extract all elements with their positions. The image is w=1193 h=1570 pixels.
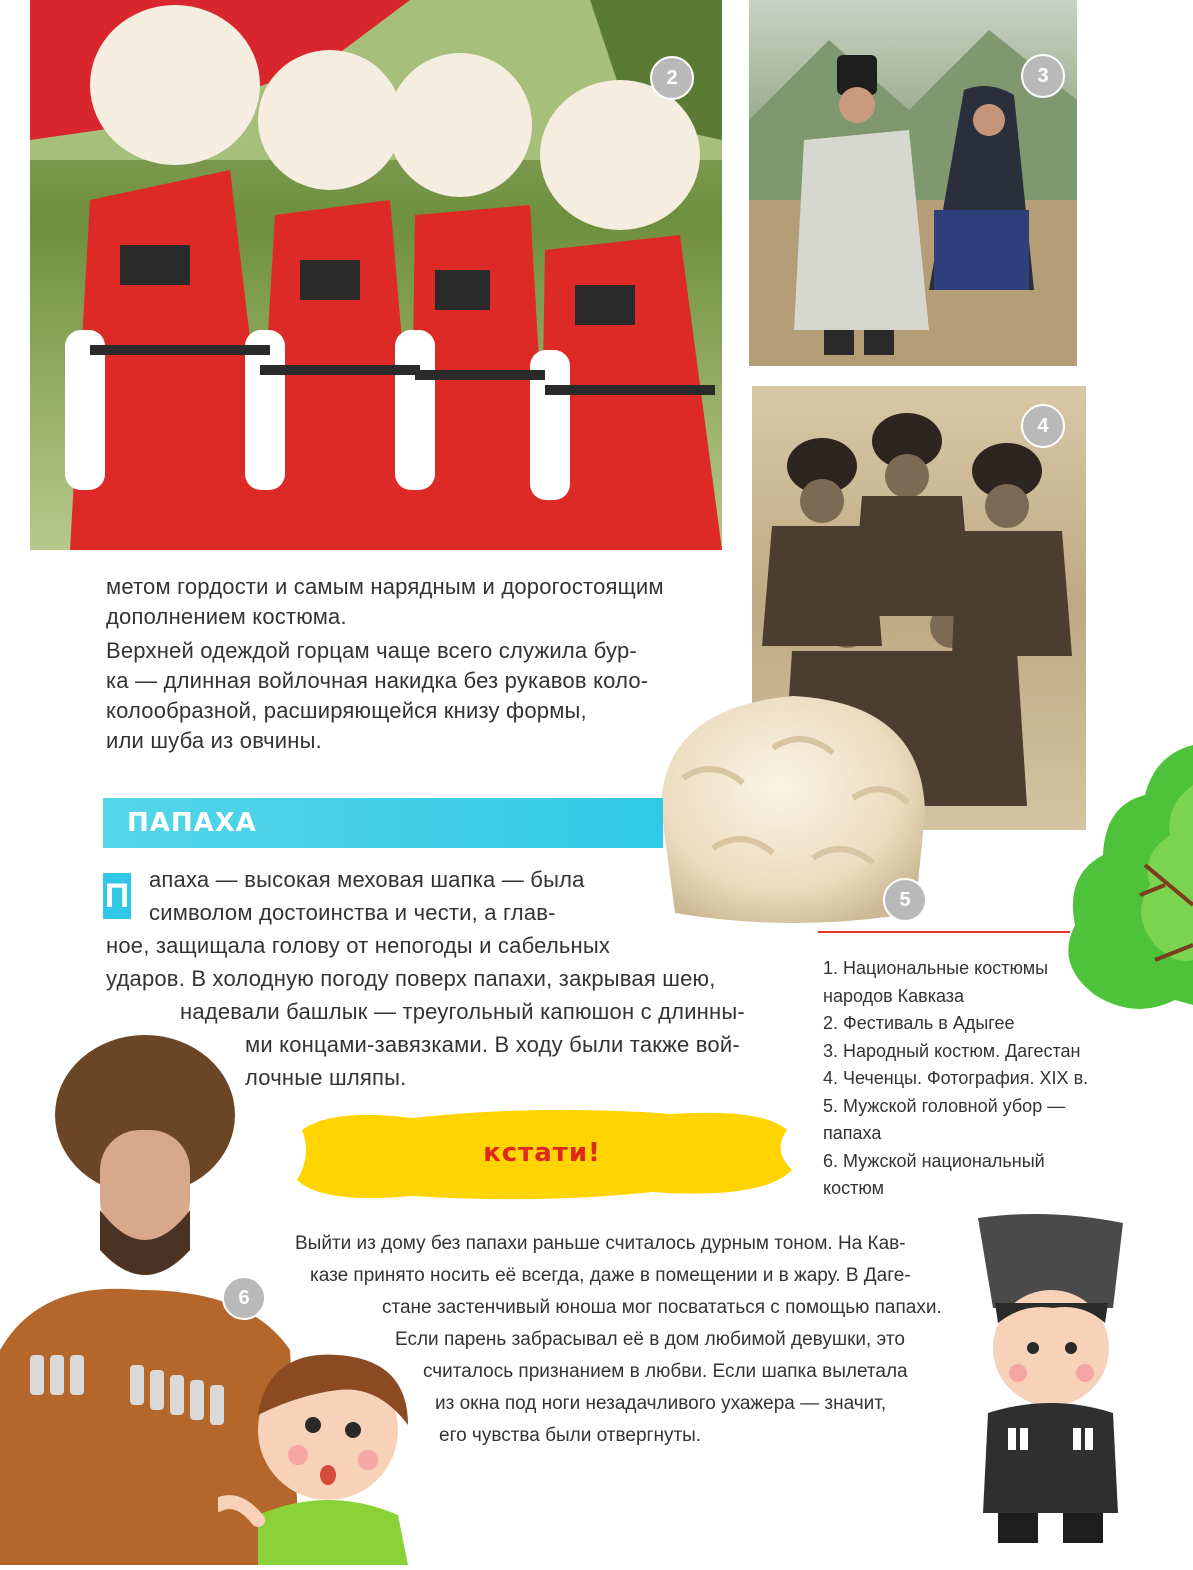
photo-number-badge: 6 bbox=[222, 1276, 266, 1320]
cartoon-boy-icon bbox=[218, 1345, 418, 1565]
text-line: или шуба из овчины. bbox=[106, 728, 322, 753]
intro-paragraph bbox=[106, 572, 726, 756]
text-line: стане застенчивый юноша мог посвататься с помощью папахи. bbox=[382, 1297, 942, 1318]
text-line: считалось признанием в любви. Если шапка вылетала bbox=[423, 1361, 908, 1382]
cartoon-boy-papakha-decoration bbox=[963, 1213, 1138, 1548]
text-line: ми концами-завязками. В ходу были также вой- bbox=[245, 1032, 740, 1057]
cartoon-boy-decoration bbox=[218, 1345, 418, 1565]
photo-number-badge: 2 bbox=[650, 56, 694, 100]
caption-item: папаха bbox=[823, 1123, 882, 1143]
text-line: Верхней одеждой горцам чаще всего служила бур- bbox=[106, 638, 637, 663]
text-line: из окна под ноги незадачливого ухажера — значит, bbox=[435, 1393, 887, 1414]
caption-item: 4. Чеченцы. Фотография. XIX в. bbox=[823, 1068, 1089, 1088]
text-line: колообразной, расширяющейся книзу формы, bbox=[106, 698, 587, 723]
text-line: апаха — высокая меховая шапка — была bbox=[149, 867, 585, 892]
text-line: ка — длинная войлочная накидка без рукавов коло- bbox=[106, 668, 649, 693]
caption-item: 6. Мужской национальный bbox=[823, 1150, 1045, 1171]
festival-illustration bbox=[30, 0, 722, 550]
text-line: Выйти из дому без папахи раньше считалось дурным тоном. На Кав- bbox=[295, 1233, 906, 1254]
text-line: ное, защищала голову от непогоды и сабельных bbox=[106, 933, 611, 958]
text-line: лочные шляпы. bbox=[245, 1065, 407, 1090]
text-line: его чувства были отвергнуты. bbox=[439, 1425, 702, 1446]
text-line: дополнением костюма. bbox=[106, 604, 347, 629]
caption-item: 3. Народный костюм. Дагестан bbox=[823, 1040, 1081, 1061]
photo-number-badge: 5 bbox=[883, 878, 927, 922]
caption-item: 2. Фестиваль в Адыгее bbox=[823, 1013, 1015, 1033]
photo-number-badge: 3 bbox=[1021, 54, 1065, 98]
photo-number-badge: 4 bbox=[1021, 404, 1065, 448]
caption-item: народов Кавказа bbox=[823, 985, 965, 1006]
text-line: надевали башлык — треугольный капюшон с длинны- bbox=[180, 999, 745, 1024]
drop-cap: П bbox=[103, 873, 131, 919]
photo-dagestan-costume bbox=[749, 0, 1077, 366]
cartoon-boy-papakha-icon bbox=[963, 1213, 1138, 1548]
text-line: символом достоинства и чести, а глав- bbox=[149, 900, 556, 925]
caption-item: 5. Мужской головной убор — bbox=[823, 1095, 1066, 1116]
caption-list bbox=[823, 955, 1123, 1203]
text-line: Если парень забрасывал её в дом любимой девушки, это bbox=[395, 1329, 905, 1350]
kstati-banner bbox=[292, 1100, 792, 1208]
section-heading-band bbox=[103, 798, 663, 848]
section-title: ПАПАХА bbox=[127, 808, 257, 838]
text-line: метом гордости и самым нарядным и дорогостоящим bbox=[106, 574, 664, 599]
text-line: казе принято носить её всегда, даже в помещении и в жару. В Даге- bbox=[310, 1265, 911, 1286]
text-line: ударов. В холодную погоду поверх папахи, закрывая шею, bbox=[106, 966, 716, 991]
photo-festival-adygea bbox=[30, 0, 722, 550]
dagestan-illustration bbox=[749, 0, 1077, 366]
kstati-label: кстати! bbox=[483, 1138, 601, 1168]
caption-item: 1. Национальные костюмы bbox=[823, 958, 1049, 978]
caption-divider bbox=[818, 931, 1070, 933]
caption-item: костюм bbox=[823, 1178, 885, 1198]
